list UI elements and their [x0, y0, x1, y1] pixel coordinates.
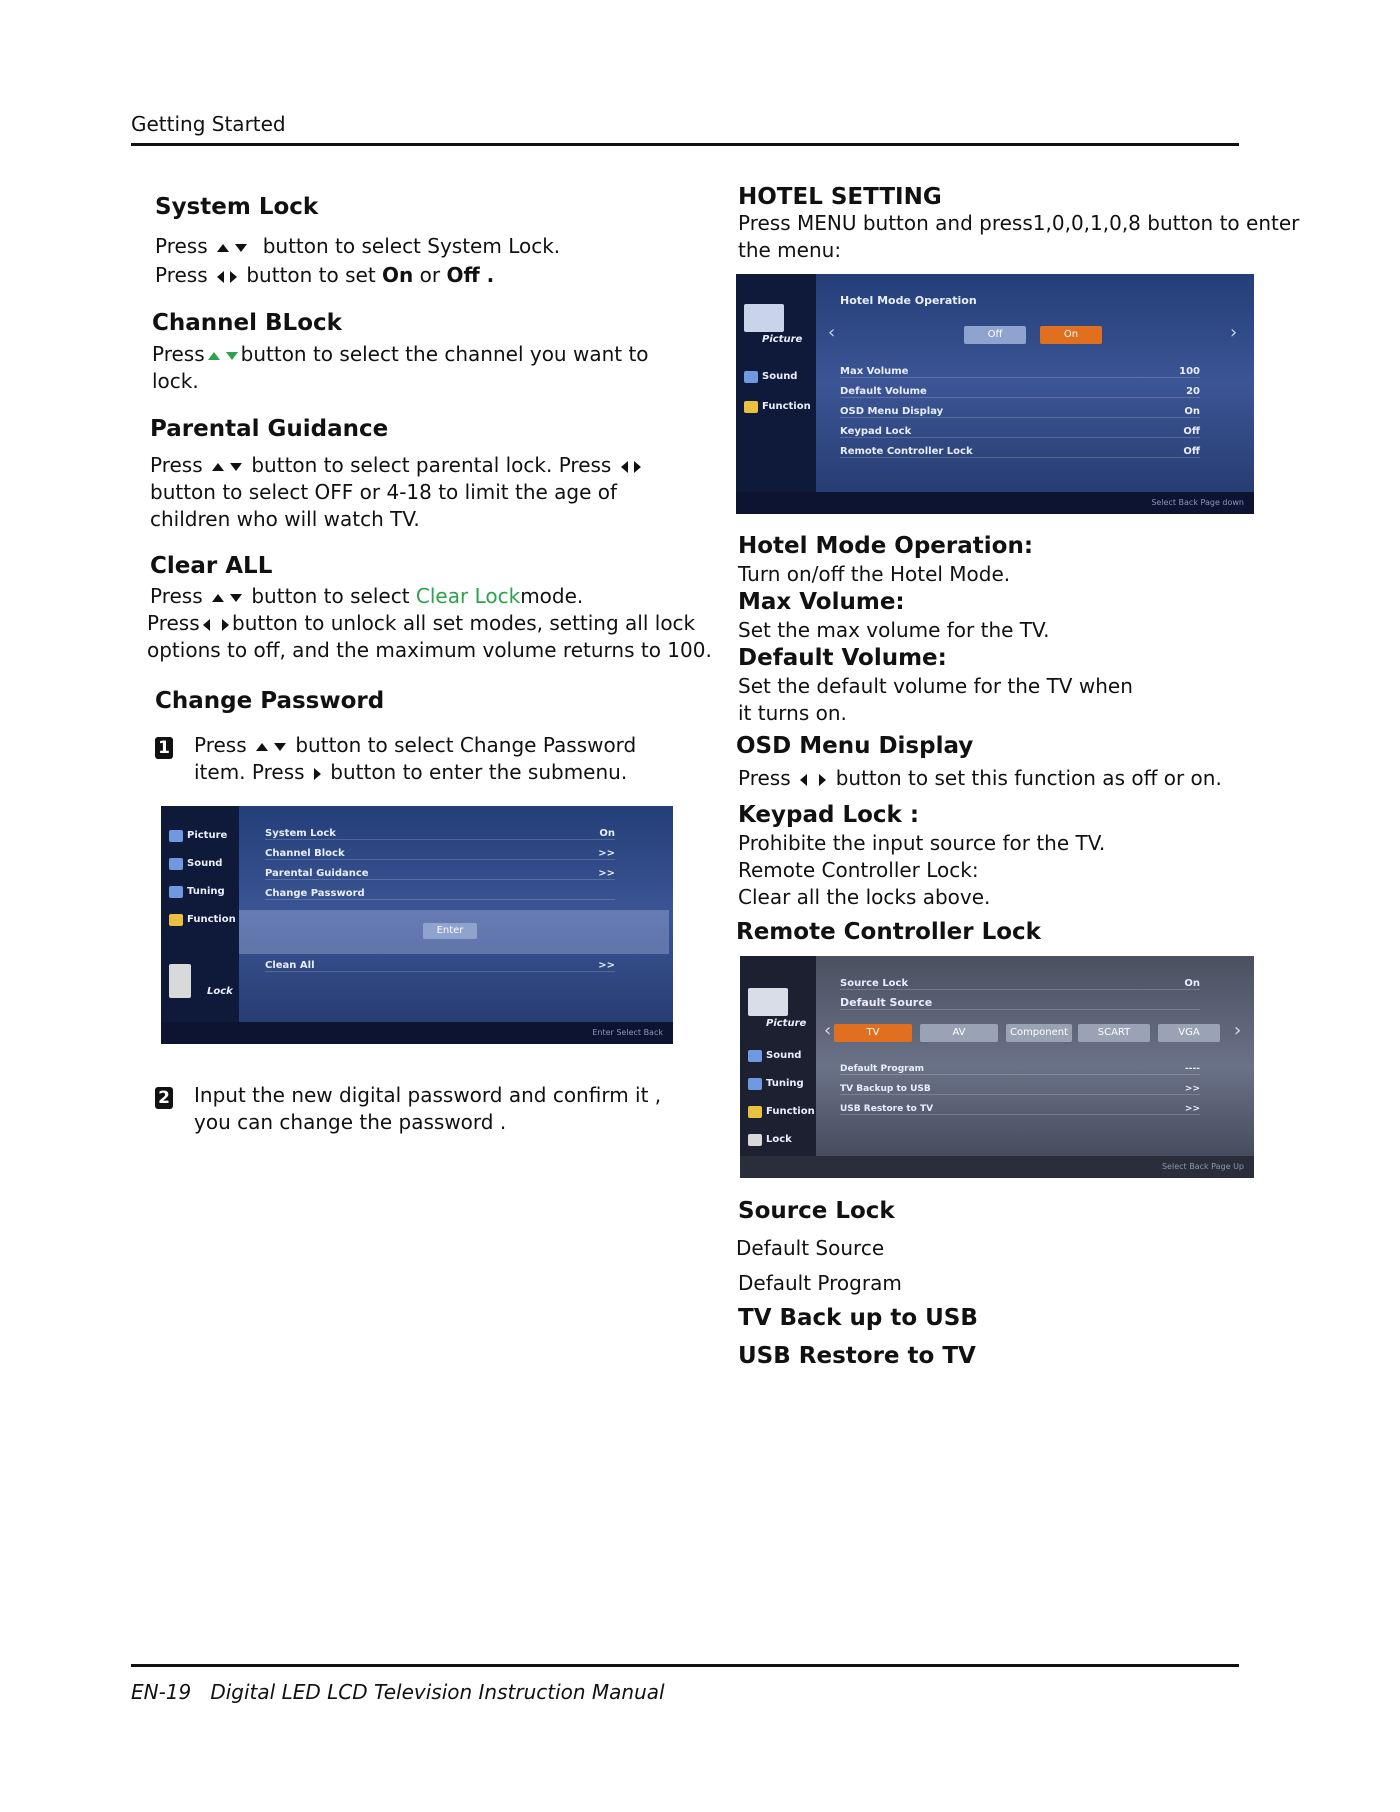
- system-lock-line2: Press button to set On or Off .: [155, 263, 495, 287]
- tv-sidebar-item: Function: [736, 401, 811, 412]
- keypad-title: Keypad Lock :: [738, 802, 920, 828]
- tv-footer: Select Back Page Up: [740, 1156, 1254, 1178]
- tv-row: Parental Guidance >>: [265, 868, 615, 879]
- right-arrow-icon: [819, 774, 826, 786]
- default-volume-text: Set the default volume for the TV when it turns on.: [738, 674, 1133, 725]
- sound-icon: [169, 858, 183, 870]
- hotel-menu-screenshot: [736, 274, 1254, 514]
- max-volume-title: Max Volume:: [738, 589, 905, 615]
- tv-sidebar-item: Lock: [161, 986, 233, 997]
- up-arrow-icon: [212, 463, 224, 471]
- tuning-icon: [748, 1078, 762, 1090]
- hotel-mode-text: Turn on/off the Hotel Mode.: [738, 562, 1011, 586]
- tv-backup-item: TV Back up to USB: [738, 1305, 978, 1331]
- page-number: EN-19: [131, 1680, 192, 1704]
- right-arrow-icon: [634, 461, 641, 473]
- tv-row: TV Backup to USB >>: [840, 1084, 1200, 1094]
- channel-block-text: Press button to select the channel you want to lock.: [152, 342, 649, 393]
- tv-row: OSD Menu Display On: [840, 406, 1200, 417]
- tv-row: System Lock On: [265, 828, 615, 839]
- star-icon: [744, 401, 758, 413]
- chevron-left-icon: ‹: [828, 322, 836, 343]
- osd-title: OSD Menu Display: [736, 733, 974, 759]
- tv-sidebar: [736, 274, 816, 514]
- tv-footer: Select Back Page down: [736, 492, 1254, 514]
- step-number-1: 1: [155, 737, 173, 759]
- picture-icon: [744, 304, 784, 332]
- right-arrow-icon: [314, 768, 321, 780]
- tv-off-button: Off: [964, 326, 1026, 344]
- tv-sidebar-item: Picture: [740, 1018, 806, 1029]
- remote-lock-title: Remote Controller Lock: [736, 919, 1041, 945]
- header-rule: [131, 143, 1239, 146]
- tv-row: Channel Block >>: [265, 848, 615, 859]
- manual-title: Digital LED LCD Television Instruction Manual: [210, 1680, 665, 1704]
- tv-row: Default Source: [840, 996, 1200, 1010]
- right-arrow-icon: [222, 619, 229, 631]
- up-arrow-icon: [208, 352, 220, 360]
- left-arrow-icon: [800, 774, 807, 786]
- left-arrow-icon: [621, 461, 628, 473]
- clear-all-line2: Press button to unlock all set modes, setting all lock options to off, and the maximum volume returns to 100.: [147, 611, 712, 662]
- hotel-setting-text: Press MENU button and press1,0,0,1,0,8 button to enter the menu:: [738, 211, 1300, 262]
- tv-source-vga: VGA: [1158, 1024, 1220, 1042]
- tv-row: Max Volume 100: [840, 366, 1200, 377]
- lock-icon: [748, 1134, 762, 1146]
- source-lock-screenshot: [740, 956, 1254, 1178]
- parental-text: Press button to select parental lock. Press button to select OFF or 4-18 to limit the age of children who will watch TV.: [150, 452, 644, 533]
- down-arrow-icon: [235, 244, 247, 252]
- left-arrow-icon: [217, 271, 224, 283]
- down-arrow-icon: [230, 463, 242, 471]
- step-1: [155, 733, 173, 760]
- channel-block-title: Channel BLock: [152, 310, 342, 336]
- tv-source-av: AV: [920, 1024, 998, 1042]
- system-lock-line1: Press button to select System Lock.: [155, 234, 561, 258]
- step-2: [155, 1083, 173, 1110]
- section-header: Getting Started: [131, 112, 286, 136]
- change-password-title: Change Password: [155, 688, 385, 714]
- down-arrow-icon: [230, 594, 242, 602]
- left-arrow-icon: [203, 619, 210, 631]
- max-volume-text: Set the max volume for the TV.: [738, 618, 1050, 642]
- usb-restore-item: USB Restore to TV: [738, 1343, 976, 1369]
- tv-row: Default Program ----: [840, 1064, 1200, 1074]
- tv-sidebar-item: Picture: [161, 830, 227, 841]
- tv-on-button: On: [1040, 326, 1102, 344]
- tv-sidebar-item: Sound: [161, 858, 222, 869]
- tv-row: Change Password: [265, 888, 615, 900]
- chevron-right-icon: ›: [1234, 1020, 1242, 1041]
- tv-footer: Enter Select Back: [161, 1022, 673, 1044]
- picture-icon: [748, 988, 788, 1016]
- hotel-mode-title: Hotel Mode Operation:: [738, 533, 1034, 559]
- lock-menu-screenshot: [161, 806, 673, 1044]
- tv-sidebar-item: Sound: [740, 1050, 801, 1061]
- tv-sidebar-item: Lock: [740, 1134, 792, 1145]
- keypad-text: Prohibite the input source for the TV. Remote Controller Lock: Clear all the locks above.: [738, 831, 1106, 909]
- down-arrow-icon: [274, 743, 286, 751]
- tv-sidebar-item: Tuning: [161, 886, 225, 897]
- sound-icon: [744, 371, 758, 383]
- tv-row: USB Restore to TV >>: [840, 1104, 1200, 1114]
- tv-sidebar-item: Function: [161, 914, 236, 925]
- tv-source-component: Component: [1006, 1024, 1072, 1042]
- tv-sidebar: [161, 806, 239, 1044]
- star-icon: [169, 914, 183, 926]
- tv-source-scart: SCART: [1078, 1024, 1150, 1042]
- default-source-item: Default Source: [736, 1236, 885, 1260]
- chevron-right-icon: ›: [1230, 322, 1238, 343]
- step-number-2: 2: [155, 1087, 173, 1109]
- tv-sidebar-item: Sound: [736, 371, 797, 382]
- source-lock-item: Source Lock: [738, 1198, 895, 1224]
- step-1-text: Press button to select Change Password item. Press button to enter the submenu.: [194, 733, 637, 784]
- chevron-left-icon: ‹: [824, 1020, 832, 1041]
- tv-row: Keypad Lock Off: [840, 426, 1200, 437]
- tv-sidebar-item: Function: [740, 1106, 815, 1117]
- tuning-icon: [169, 886, 183, 898]
- system-lock-title: System Lock: [155, 194, 319, 220]
- tv-enter-button: Enter: [423, 923, 477, 939]
- tv-sidebar: [740, 956, 816, 1178]
- down-arrow-icon: [226, 352, 238, 360]
- clear-all-title: Clear ALL: [150, 553, 273, 579]
- tv-heading: Hotel Mode Operation: [840, 294, 977, 307]
- picture-icon: [169, 830, 183, 842]
- right-arrow-icon: [230, 271, 237, 283]
- footer-rule: [131, 1664, 1239, 1667]
- tv-sidebar-item: Picture: [736, 334, 802, 345]
- default-program-item: Default Program: [738, 1271, 902, 1295]
- up-arrow-icon: [217, 244, 229, 252]
- clear-all-line1: Press button to select Clear Lockmode.: [150, 584, 584, 608]
- tv-sidebar-item: Tuning: [740, 1078, 804, 1089]
- step-2-text: Input the new digital password and confirm it , you can change the password .: [194, 1083, 662, 1134]
- tv-row: Source Lock On: [840, 978, 1200, 989]
- parental-title: Parental Guidance: [150, 416, 389, 442]
- up-arrow-icon: [256, 743, 268, 751]
- tv-row: Clean All >>: [265, 960, 615, 971]
- sound-icon: [748, 1050, 762, 1062]
- default-volume-title: Default Volume:: [738, 645, 947, 671]
- osd-text: Press button to set this function as off or on.: [738, 766, 1222, 790]
- tv-row: Remote Controller Lock Off: [840, 446, 1200, 457]
- page-footer: [131, 1680, 665, 1704]
- up-arrow-icon: [212, 594, 224, 602]
- star-icon: [748, 1106, 762, 1118]
- hotel-setting-title: HOTEL SETTING: [738, 184, 942, 210]
- tv-row: Default Volume 20: [840, 386, 1200, 397]
- lock-icon: [169, 964, 191, 998]
- tv-source-tv: TV: [834, 1024, 912, 1042]
